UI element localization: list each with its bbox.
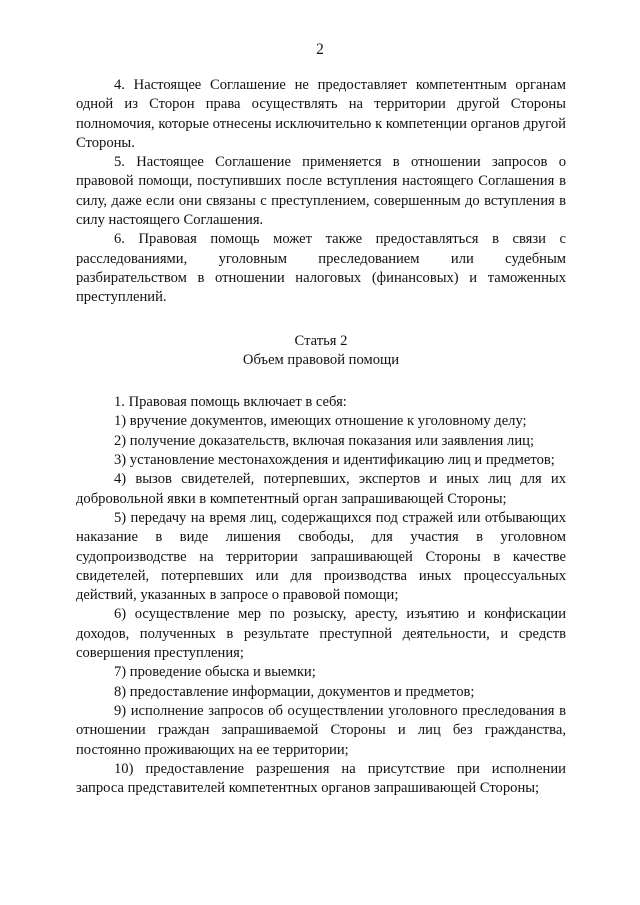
article-title: Объем правовой помощи	[242, 351, 400, 368]
list-item-3: 3) установление местонахождения и идентификацию лиц и предметов;	[114, 452, 555, 469]
article-paragraph-1: 1. Правовая помощь включает в себя:	[114, 394, 347, 411]
page-number: 2	[316, 41, 324, 58]
paragraph-6: 6. Правовая помощь может также предоставляться в связи с расследованиями, уголовным преследованием или судебным разбирательством в отношении налоговых (финансовых) и таможенных преступлений.	[76, 231, 566, 306]
article-heading	[76, 332, 566, 371]
list-item-7: 7) проведение обыска и выемки;	[114, 664, 316, 681]
list-item-4: 4) вызов свидетелей, потерпевших, экспертов и иных лиц для их добровольной явки в компетентный орган запрашивающей Стороны;	[76, 471, 566, 507]
list-item-6: 6) осуществление мер по розыску, аресту, изъятию и конфискации доходов, полученных в результате преступной деятельности, и средств совершения преступления;	[76, 606, 566, 662]
list-item-1: 1) вручение документов, имеющих отношение к уголовному делу;	[114, 413, 527, 430]
list-item-8: 8) предоставление информации, документов и предметов;	[114, 683, 475, 700]
list-item-2: 2) получение доказательств, включая показания или заявления лиц;	[114, 432, 534, 449]
article-number: Статья 2	[294, 332, 348, 349]
paragraph-4: 4. Настоящее Соглашение не предоставляет компетентным органам одной из Сторон права осуществлять на территории другой Стороны полномочия, которые отнесены исключительно к компетенции органов другой Стороны.	[76, 77, 566, 151]
list-item-10: 10) предоставление разрешения на присутствие при исполнении запроса представителей компетентных органов запрашивающей Стороны;	[76, 760, 566, 797]
article-content	[76, 393, 566, 798]
document-body	[76, 76, 566, 798]
paragraph-5: 5. Настоящее Соглашение применяется в отношении запросов о правовой помощи, поступивших после вступления настоящего Соглашения в силу, даже если они связаны с преступлением, совершенным до вступления в силу настоящего Соглашения.	[76, 154, 566, 229]
list-item-9: 9) исполнение запросов об осуществлении уголовного преследования в отношении граждан запрашиваемой Стороны и лиц без гражданства, постоянно проживающих на ее территории;	[76, 702, 566, 758]
list-item-5: 5) передачу на время лиц, содержащихся под стражей или отбывающих наказание в виде лишения свободы, для участия в уголовном судопроизводстве на территории запрашивающей Стороны в качестве свидетелей, потерпевших или для производства иных процессуальных действий, указанных в запросе о правовой помощи;	[76, 509, 566, 604]
